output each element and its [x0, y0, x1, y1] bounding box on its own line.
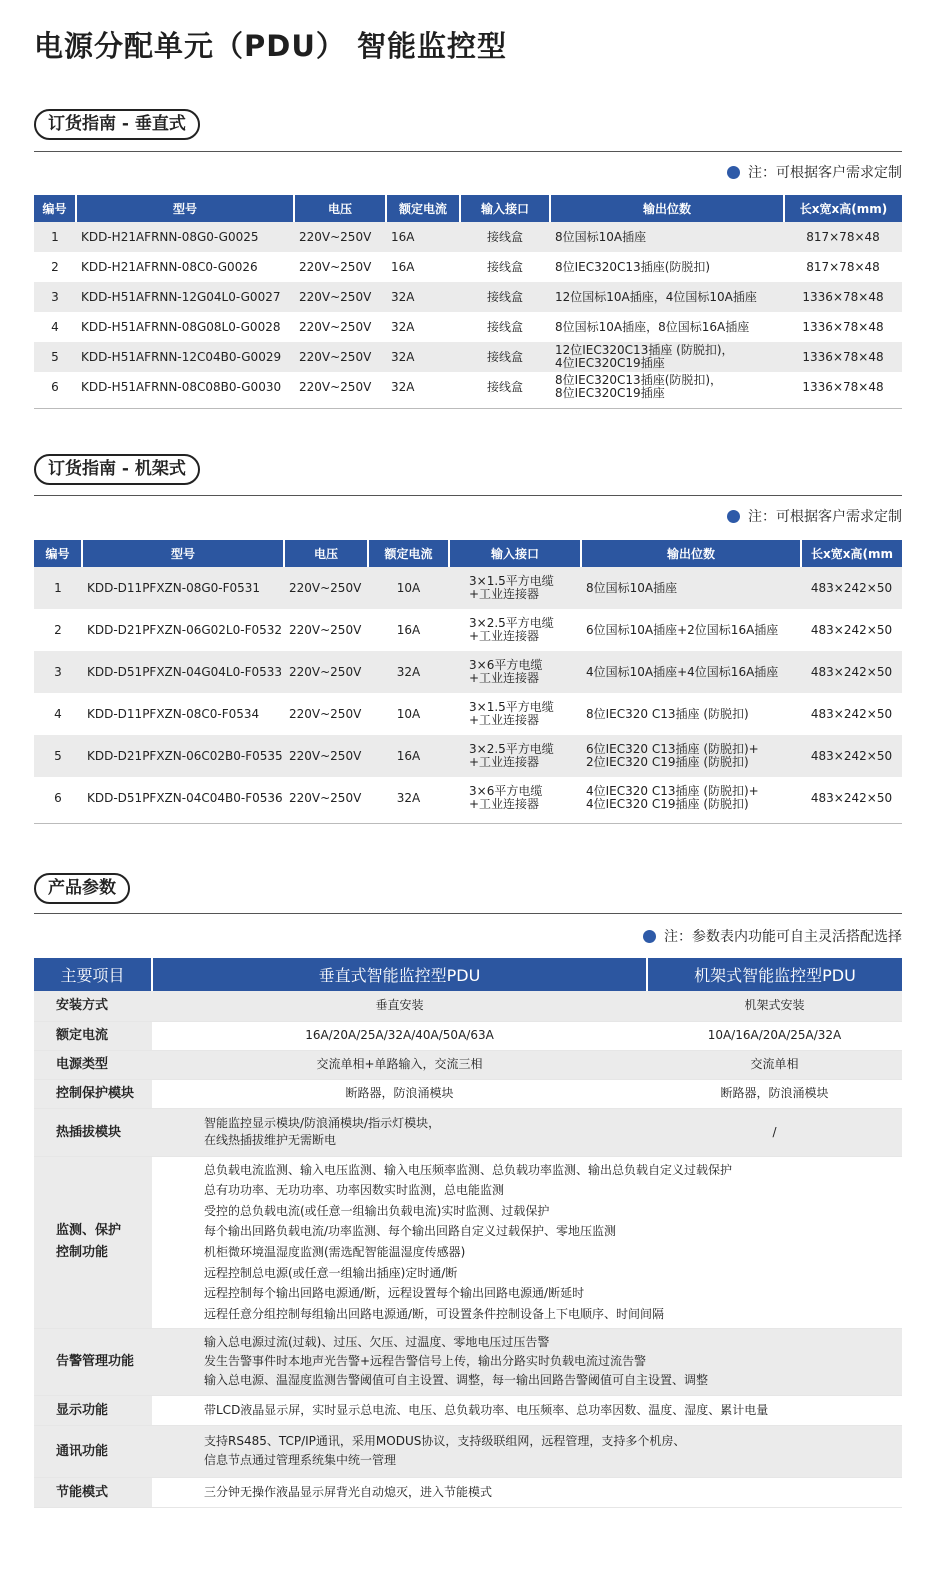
cell-input — [449, 777, 581, 819]
param-key — [34, 1156, 152, 1328]
cell-voltage: 220V~250V — [294, 372, 386, 402]
section-divider — [34, 151, 902, 152]
cell-output — [550, 372, 784, 402]
param-comm-list — [152, 1425, 902, 1477]
param-vertical — [152, 1108, 647, 1156]
cell-output — [581, 735, 801, 777]
cell-current: 10A — [368, 693, 449, 735]
cell-voltage: 220V~250V — [294, 312, 386, 342]
cell-no: 5 — [34, 735, 82, 777]
column-header: 主要项目 — [34, 958, 152, 991]
rack-note-text: 注：可根据客户需求定制 — [748, 509, 902, 525]
param-key: 电源类型 — [34, 1050, 152, 1079]
cell-input-line: +工业连接器 — [469, 755, 540, 769]
param-key: 通讯功能 — [34, 1425, 152, 1477]
cell-input-line: +工业连接器 — [469, 713, 540, 727]
column-header: 电压 — [294, 195, 386, 222]
param-line: 输入总电源、温湿度监测告警阈值可自主设置、调整，每一输出回路告警阈值可自主设置、调整 — [204, 1373, 709, 1387]
cell-voltage: 220V~250V — [294, 342, 386, 372]
cell-output — [581, 777, 801, 819]
cell-voltage: 220V~250V — [294, 222, 386, 252]
param-key: 额定电流 — [34, 1021, 152, 1050]
cell-voltage: 220V~250V — [284, 777, 368, 819]
table-row — [34, 1021, 902, 1050]
cell-output-line: 4位IEC320C19插座 — [555, 356, 665, 370]
cell-output-line: 12位IEC320C13插座 (防脱扣)， — [555, 343, 734, 357]
section-heading-rack: 订货指南 - 机架式 — [34, 454, 200, 485]
param-line: 总负载电流监测、输入电压监测、输入电压频率监测、总负载功率监测、输出总负载自定义过载保护 — [204, 1162, 733, 1177]
cell-model: KDD-H51AFRNN-12C04B0-G0029 — [76, 342, 294, 372]
bullet-dot-icon — [727, 510, 740, 523]
param-rack: / — [647, 1108, 902, 1156]
cell-size: 483×242×50 — [801, 609, 902, 651]
section-divider — [34, 913, 902, 914]
cell-current: 32A — [386, 312, 460, 342]
cell-output — [550, 312, 784, 342]
cell-model: KDD-H51AFRNN-08C08B0-G0030 — [76, 372, 294, 402]
cell-size: 1336×78×48 — [784, 342, 902, 372]
table-row — [34, 252, 902, 282]
cell-input — [449, 693, 581, 735]
cell-input — [449, 651, 581, 693]
cell-no: 1 — [34, 222, 76, 252]
params-note-text: 注：参数表内功能可自主灵活搭配选择 — [664, 929, 902, 945]
cell-size: 817×78×48 — [784, 252, 902, 282]
cell-output-line: 12位国标10A插座，4位国标10A插座 — [555, 289, 757, 304]
section-divider — [34, 495, 902, 496]
column-header: 编号 — [34, 540, 82, 567]
cell-current: 16A — [368, 609, 449, 651]
cell-output — [550, 252, 784, 282]
cell-current: 32A — [386, 372, 460, 402]
params-table — [34, 958, 902, 1508]
column-header: 机架式智能监控型PDU — [647, 958, 902, 991]
table-row — [34, 1108, 902, 1156]
table-row — [34, 342, 902, 372]
cell-no: 3 — [34, 651, 82, 693]
cell-input: 接线盒 — [460, 282, 550, 312]
cell-input: 接线盒 — [460, 372, 550, 402]
param-rack: 断路器，防浪涌模块 — [647, 1079, 902, 1108]
cell-model: KDD-D11PFXZN-08G0-F0531 — [82, 567, 284, 609]
param-key-line: 控制功能 — [56, 1245, 109, 1260]
bullet-dot-icon — [727, 166, 740, 179]
cell-size: 817×78×48 — [784, 222, 902, 252]
cell-output-line: 8位国标10A插座 — [555, 229, 647, 244]
cell-model: KDD-D51PFXZN-04G04L0-F0533 — [82, 651, 284, 693]
cell-size: 483×242×50 — [801, 567, 902, 609]
param-key: 节能模式 — [34, 1477, 152, 1507]
table-row — [34, 567, 902, 609]
cell-voltage: 220V~250V — [294, 282, 386, 312]
param-rack: 交流单相 — [647, 1050, 902, 1079]
param-key: 告警管理功能 — [34, 1328, 152, 1395]
cell-voltage: 220V~250V — [284, 567, 368, 609]
vertical-note — [727, 162, 902, 182]
column-header: 型号 — [76, 195, 294, 222]
column-header: 长x宽x高(mm — [801, 540, 902, 567]
cell-output-line: 8位IEC320C19插座 — [555, 386, 665, 400]
param-vertical: 交流单相+单路输入，交流三相 — [152, 1050, 647, 1079]
param-key: 热插拔模块 — [34, 1108, 152, 1156]
cell-model: KDD-H51AFRNN-08G08L0-G0028 — [76, 312, 294, 342]
vertical-order-table — [34, 195, 902, 402]
param-key: 控制保护模块 — [34, 1079, 152, 1108]
cell-output-line: 4位IEC320 C19插座 (防脱扣) — [586, 797, 749, 811]
param-line: 总有功功率、无功功率、功率因数实时监测，总电能监测 — [204, 1183, 505, 1198]
cell-input — [449, 609, 581, 651]
table-row — [34, 1156, 902, 1328]
column-header: 额定电流 — [368, 540, 449, 567]
column-header: 长x宽x高(mm) — [784, 195, 902, 222]
param-key-line: 监测、保护 — [56, 1223, 122, 1238]
table-row — [34, 1328, 902, 1395]
cell-output-line: 6位国标10A插座+2位国标16A插座 — [586, 622, 779, 637]
param-line: 受控的总负载电流(或任意一组输出负载电流)实时监测、过载保护 — [204, 1203, 550, 1218]
cell-input-line: 3×6平方电缆 — [469, 784, 543, 798]
cell-input-line: 3×1.5平方电缆 — [469, 574, 554, 588]
param-line: 机柜微环境温湿度监测(需选配智能温湿度传感器) — [204, 1245, 466, 1259]
cell-current: 16A — [368, 735, 449, 777]
cell-output — [550, 282, 784, 312]
cell-no: 4 — [34, 312, 76, 342]
cell-no: 6 — [34, 777, 82, 819]
cell-output — [581, 651, 801, 693]
cell-size: 1336×78×48 — [784, 312, 902, 342]
table-row — [34, 312, 902, 342]
section-heading-params: 产品参数 — [34, 873, 130, 904]
param-line: 远程控制每个输出回路电源通/断，远程设置每个输出回路电源通/断延时 — [204, 1286, 585, 1301]
column-header: 输入接口 — [460, 195, 550, 222]
cell-model: KDD-D21PFXZN-06C02B0-F0535 — [82, 735, 284, 777]
table-row — [34, 1050, 902, 1079]
column-header: 电压 — [284, 540, 368, 567]
param-line: 远程任意分组控制每组输出回路电源通/断，可设置条件控制设备上下电顺序、时间间隔 — [204, 1306, 665, 1321]
cell-no: 6 — [34, 372, 76, 402]
cell-input-line: +工业连接器 — [469, 671, 540, 685]
param-rack: 10A/16A/20A/25A/32A — [647, 1021, 902, 1050]
cell-voltage: 220V~250V — [284, 735, 368, 777]
cell-size: 1336×78×48 — [784, 372, 902, 402]
param-line: 远程控制总电源(或任意一组输出插座)定时通/断 — [204, 1265, 458, 1280]
column-header: 额定电流 — [386, 195, 460, 222]
cell-voltage: 220V~250V — [284, 693, 368, 735]
param-vertical: 垂直安装 — [152, 991, 647, 1021]
cell-size: 1336×78×48 — [784, 282, 902, 312]
table-header-row — [34, 958, 902, 991]
cell-size: 483×242×50 — [801, 735, 902, 777]
table-row — [34, 1425, 902, 1477]
cell-model: KDD-H21AFRNN-08C0-G0026 — [76, 252, 294, 282]
bullet-dot-icon — [643, 930, 656, 943]
table-row — [34, 693, 902, 735]
param-line: 输入总电源过流(过载)、过压、欠压、过温度、零地电压过压告警 — [204, 1335, 550, 1349]
vertical-note-text: 注：可根据客户需求定制 — [748, 165, 902, 181]
cell-output — [581, 693, 801, 735]
cell-model: KDD-D21PFXZN-06G02L0-F0532 — [82, 609, 284, 651]
column-header: 输出位数 — [581, 540, 801, 567]
cell-current: 10A — [368, 567, 449, 609]
cell-input-line: 3×2.5平方电缆 — [469, 616, 554, 630]
cell-output — [581, 567, 801, 609]
cell-input: 接线盒 — [460, 222, 550, 252]
column-header: 编号 — [34, 195, 76, 222]
param-line: 支持RS485、TCP/IP通讯，采用MODUS协议，支持级联组网，远程管理，支持多个机房、 — [204, 1434, 686, 1448]
cell-output-line: 2位IEC320 C19插座 (防脱扣) — [586, 755, 749, 769]
cell-output-line: 8位IEC320C13插座(防脱扣)， — [555, 373, 723, 387]
cell-input — [449, 567, 581, 609]
cell-voltage: 220V~250V — [294, 252, 386, 282]
cell-output — [550, 342, 784, 372]
cell-voltage: 220V~250V — [284, 651, 368, 693]
cell-output-line: 4位国标10A插座+4位国标16A插座 — [586, 664, 779, 679]
cell-no: 5 — [34, 342, 76, 372]
cell-input-line: +工业连接器 — [469, 587, 540, 601]
table-row — [34, 735, 902, 777]
cell-input — [449, 735, 581, 777]
table-row — [34, 651, 902, 693]
table-row — [34, 282, 902, 312]
cell-size: 483×242×50 — [801, 693, 902, 735]
cell-no: 4 — [34, 693, 82, 735]
cell-no: 3 — [34, 282, 76, 312]
cell-output-line: 8位IEC320C13插座(防脱扣) — [555, 259, 711, 274]
cell-current: 32A — [368, 651, 449, 693]
cell-current: 32A — [386, 342, 460, 372]
param-key: 显示功能 — [34, 1395, 152, 1425]
column-header: 型号 — [82, 540, 284, 567]
page-title: 电源分配单元（PDU） 智能监控型 — [34, 29, 507, 63]
cell-output-line: 8位国标10A插座 — [586, 580, 678, 595]
cell-voltage: 220V~250V — [284, 609, 368, 651]
column-header: 输出位数 — [550, 195, 784, 222]
cell-model: KDD-D11PFXZN-08C0-F0534 — [82, 693, 284, 735]
table-row — [34, 222, 902, 252]
param-line: 信息节点通过管理系统集中统一管理 — [204, 1453, 397, 1467]
cell-size: 483×242×50 — [801, 651, 902, 693]
rack-order-table — [34, 540, 902, 819]
param-display: 带LCD液晶显示屏，实时显示总电流、电压、总负载功率、电压频率、总功率因数、温度、湿度、累计电量 — [152, 1395, 902, 1425]
param-line: 在线热插拔维护无需断电 — [204, 1133, 337, 1147]
param-monitor-list — [152, 1156, 902, 1328]
table-row — [34, 372, 902, 402]
cell-model: KDD-H51AFRNN-12G04L0-G0027 — [76, 282, 294, 312]
table-row — [34, 777, 902, 819]
cell-output — [550, 222, 784, 252]
cell-output-line: 6位IEC320 C13插座 (防脱扣)+ — [586, 742, 759, 756]
table-row — [34, 1079, 902, 1108]
cell-output-line: 4位IEC320 C13插座 (防脱扣)+ — [586, 784, 759, 798]
cell-input: 接线盒 — [460, 312, 550, 342]
param-line: 智能监控显示模块/防浪涌模块/指示灯模块， — [204, 1116, 441, 1130]
cell-current: 16A — [386, 252, 460, 282]
param-line: 发生告警事件时本地声光告警+远程告警信号上传，输出分路实时负载电流过流告警 — [204, 1354, 647, 1368]
cell-input: 接线盒 — [460, 252, 550, 282]
param-energy: 三分钟无操作液晶显示屏背光自动熄灭，进入节能模式 — [152, 1477, 902, 1507]
table-row — [34, 1477, 902, 1507]
cell-output — [581, 609, 801, 651]
table-bottom-rule — [34, 823, 902, 824]
cell-input-line: +工业连接器 — [469, 797, 540, 811]
section-heading-vertical: 订货指南 - 垂直式 — [34, 109, 200, 140]
column-header: 垂直式智能监控型PDU — [152, 958, 647, 991]
cell-current: 16A — [386, 222, 460, 252]
params-note — [643, 926, 902, 946]
cell-size: 483×242×50 — [801, 777, 902, 819]
table-bottom-rule — [34, 408, 902, 409]
cell-no: 2 — [34, 252, 76, 282]
table-header-row — [34, 540, 902, 567]
cell-output-line: 8位国标10A插座，8位国标16A插座 — [555, 319, 750, 334]
table-row — [34, 991, 902, 1021]
param-key: 安装方式 — [34, 991, 152, 1021]
cell-current: 32A — [386, 282, 460, 312]
param-line: 每个输出回路负载电流/功率监测、每个输出回路自定义过载保护、零地压监测 — [204, 1224, 617, 1239]
cell-input-line: 3×6平方电缆 — [469, 658, 543, 672]
column-header: 输入接口 — [449, 540, 581, 567]
rack-note — [727, 506, 902, 526]
cell-model: KDD-D51PFXZN-04C04B0-F0536 — [82, 777, 284, 819]
cell-input-line: 3×2.5平方电缆 — [469, 742, 554, 756]
cell-input-line: +工业连接器 — [469, 629, 540, 643]
param-vertical: 断路器，防浪涌模块 — [152, 1079, 647, 1108]
table-row — [34, 609, 902, 651]
table-row — [34, 1395, 902, 1425]
cell-output-line: 8位IEC320 C13插座 (防脱扣) — [586, 706, 749, 721]
cell-current: 32A — [368, 777, 449, 819]
param-vertical: 16A/20A/25A/32A/40A/50A/63A — [152, 1021, 647, 1050]
param-rack: 机架式安装 — [647, 991, 902, 1021]
cell-no: 2 — [34, 609, 82, 651]
cell-input-line: 3×1.5平方电缆 — [469, 700, 554, 714]
table-header-row — [34, 195, 902, 222]
cell-model: KDD-H21AFRNN-08G0-G0025 — [76, 222, 294, 252]
param-alarm-list — [152, 1328, 902, 1395]
cell-input: 接线盒 — [460, 342, 550, 372]
cell-no: 1 — [34, 567, 82, 609]
